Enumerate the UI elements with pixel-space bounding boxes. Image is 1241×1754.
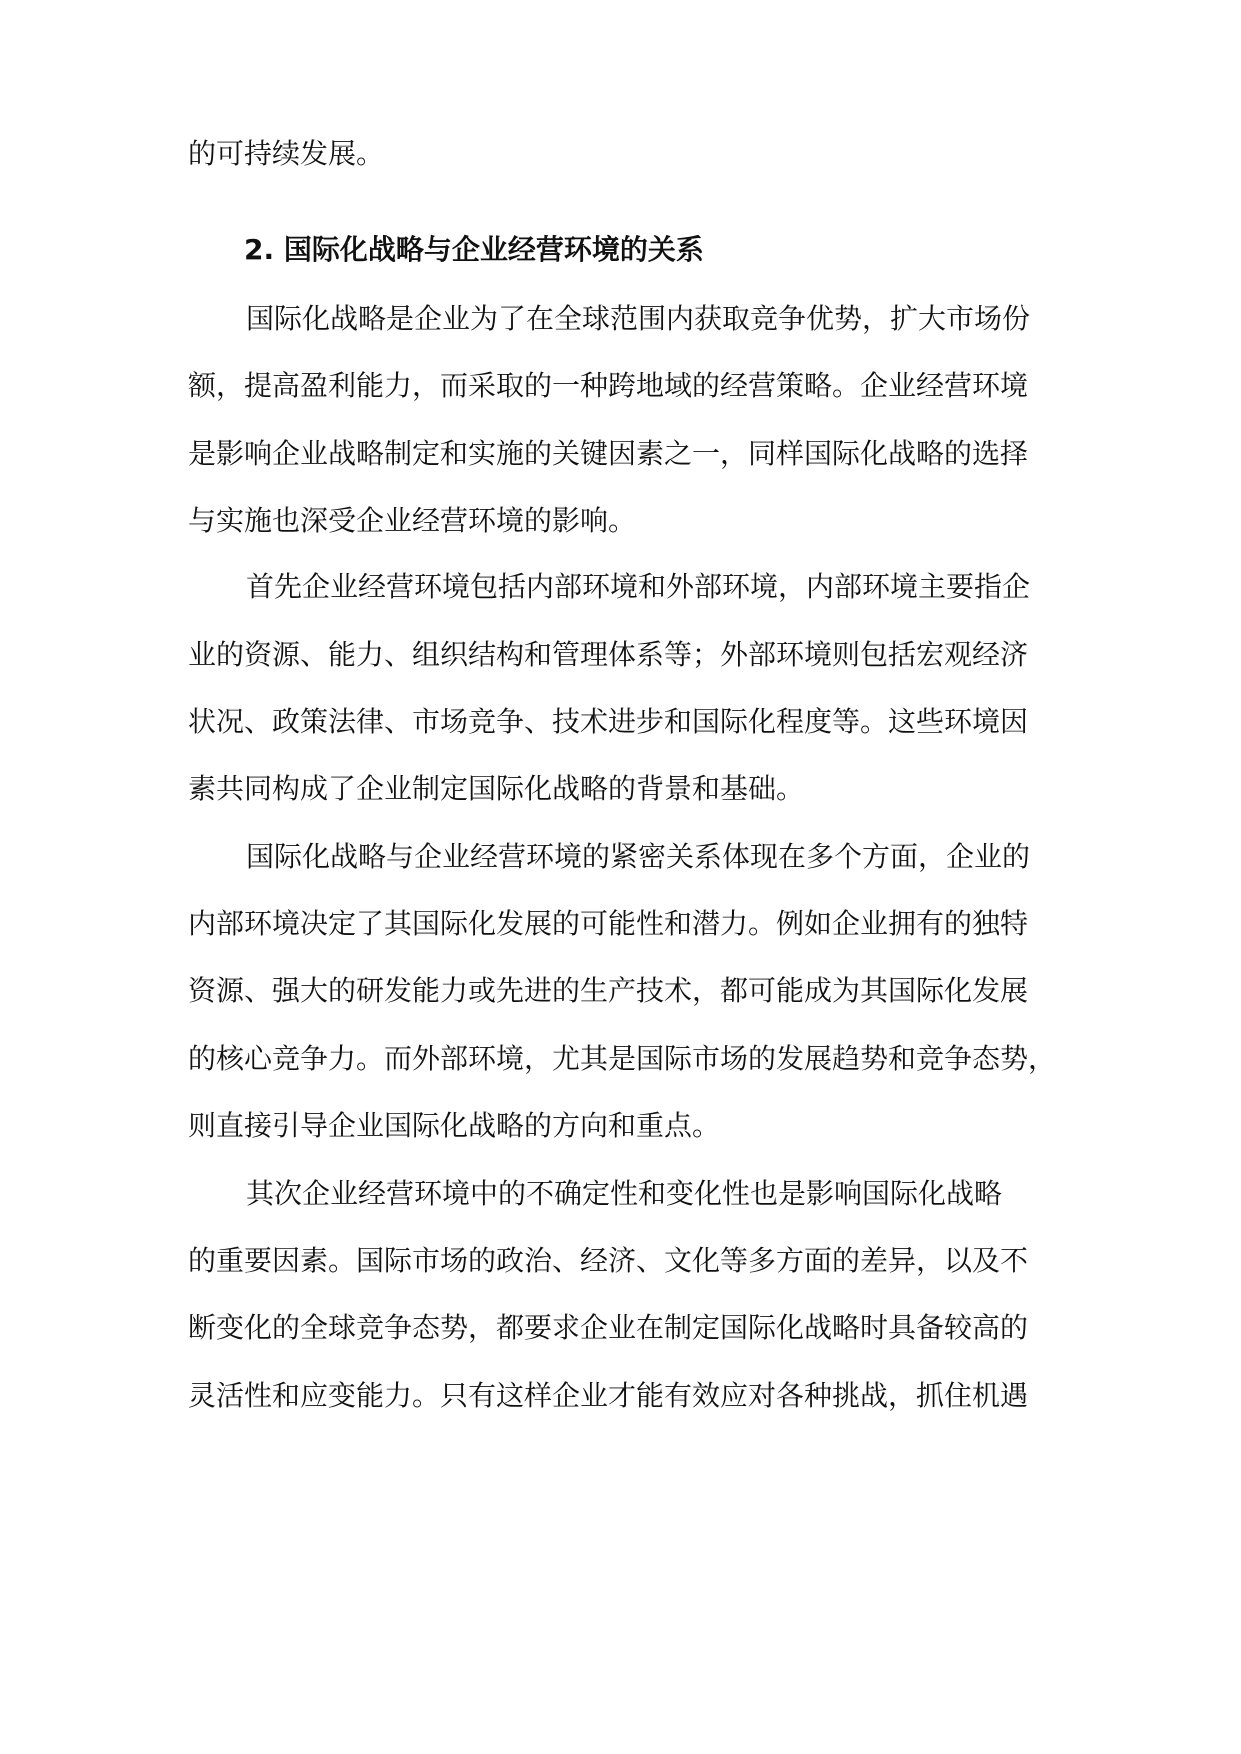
paragraph-line: 资源、强大的研发能力或先进的生产技术，都可能成为其国际化发展 bbox=[188, 974, 1029, 1007]
paragraph-line: 业的资源、能力、组织结构和管理体系等；外部环境则包括宏观经济 bbox=[188, 638, 1029, 671]
paragraph-line: 素共同构成了企业制定国际化战略的背景和基础。 bbox=[188, 772, 805, 805]
paragraph-line: 额，提高盈利能力，而采取的一种跨地域的经营策略。企业经营环境 bbox=[188, 369, 1029, 402]
paragraph-line: 是影响企业战略制定和实施的关键因素之一，同样国际化战略的选择 bbox=[188, 437, 1029, 470]
paragraph-line: 国际化战略是企业为了在全球范围内获取竞争优势，扩大市场份 bbox=[246, 302, 1031, 335]
paragraph-line: 与实施也深受企业经营环境的影响。 bbox=[188, 504, 637, 537]
section-heading: 2. 国际化战略与企业经营环境的关系 bbox=[244, 233, 704, 266]
paragraph-line: 的核心竞争力。而外部环境，尤其是国际市场的发展趋势和竞争态势， bbox=[188, 1042, 1057, 1075]
paragraph-line: 状况、政策法律、市场竞争、技术进步和国际化程度等。这些环境因 bbox=[188, 705, 1029, 738]
paragraph-line: 首先企业经营环境包括内部环境和外部环境，内部环境主要指企 bbox=[246, 570, 1031, 603]
paragraph-line: 灵活性和应变能力。只有这样企业才能有效应对各种挑战，抓住机遇 bbox=[188, 1379, 1029, 1412]
paragraph-line: 内部环境决定了其国际化发展的可能性和潜力。例如企业拥有的独特 bbox=[188, 907, 1029, 940]
continuation-text: 的可持续发展。 bbox=[188, 137, 385, 170]
paragraph-line: 国际化战略与企业经营环境的紧密关系体现在多个方面，企业的 bbox=[246, 840, 1031, 873]
paragraph-line: 则直接引导企业国际化战略的方向和重点。 bbox=[188, 1109, 721, 1142]
paragraph-line: 的重要因素。国际市场的政治、经济、文化等多方面的差异，以及不 bbox=[188, 1244, 1029, 1277]
paragraph-line: 断变化的全球竞争态势，都要求企业在制定国际化战略时具备较高的 bbox=[188, 1311, 1029, 1344]
paragraph-line: 其次企业经营环境中的不确定性和变化性也是影响国际化战略 bbox=[246, 1177, 1003, 1210]
